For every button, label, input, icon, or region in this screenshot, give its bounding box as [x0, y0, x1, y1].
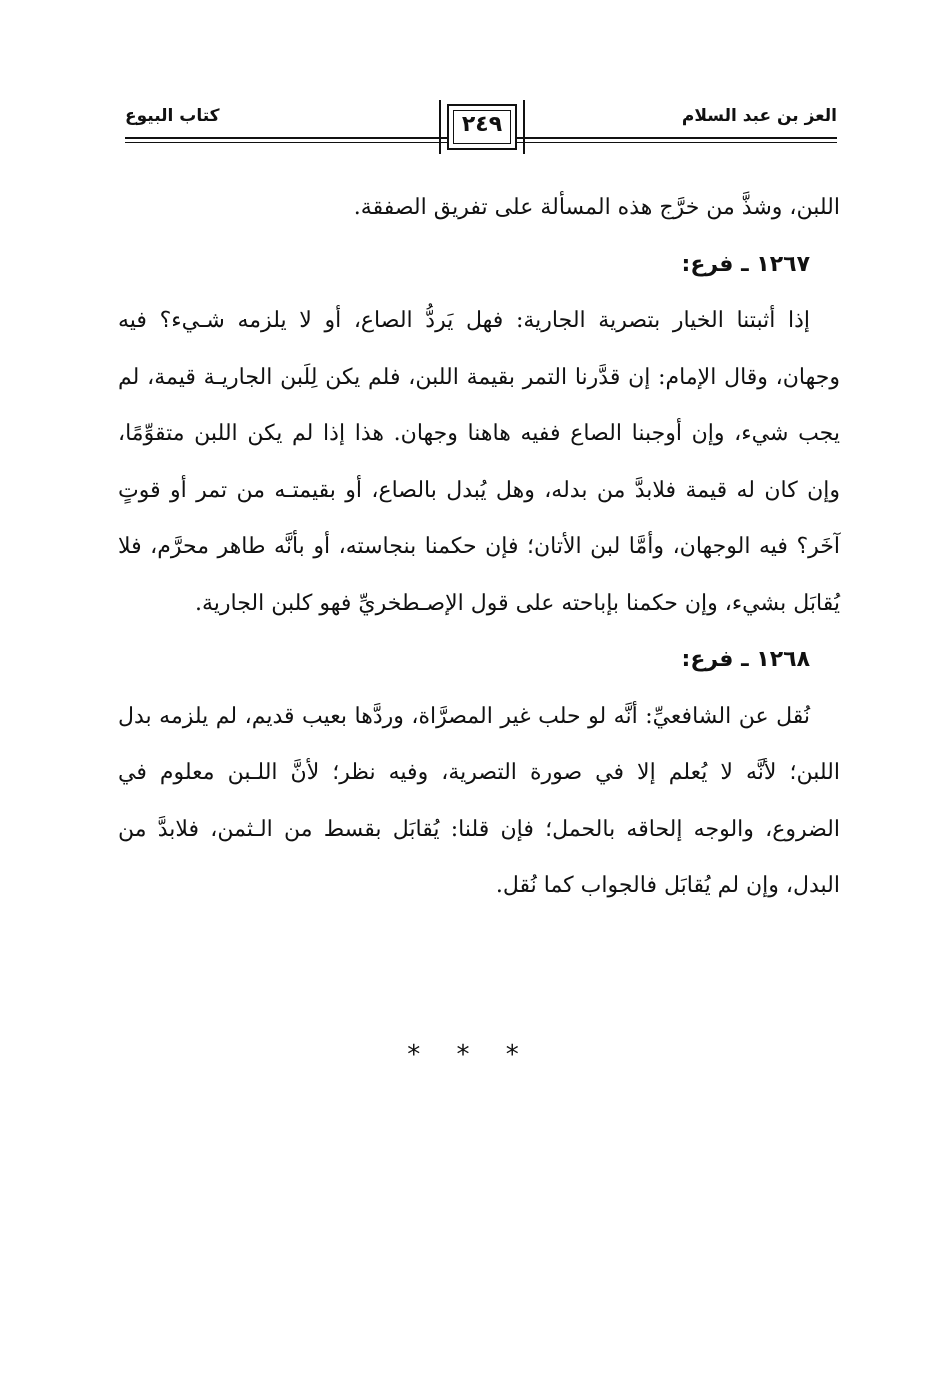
page-body	[118, 180, 840, 915]
section-heading-1267: ١٢٦٧ ـ فرع:	[681, 251, 810, 277]
page-number-frame	[447, 104, 517, 150]
paragraph-1267: إذا أثبتنا الخيار بتصرية الجارية: فهل يَردُّ الصاع، أو لا يلزمه شـيء؟ فيه وجهان، وقال الإمام: إن قدَّرنا التمر بقيمة اللبن، فلم يكن لِلَبن الجاريـة قيمة، لم يجب شيء، وإن أوجبنا الصاع ففيه هاهنا وجهان. هذا إذا لم يكن اللبن متقوِّمًا، وإن كان له قيمة فلابدَّ من بدله، وهل يُبدل بالصاع، أو بقيمتـه من تمر أو قوتٍ آخَر؟ فيه الوجهان، وأمَّا لبن الأتان؛ فإن حكمنا بنجاسته، أو بأنَّه طاهر محرَّم، فلا يُقابَل بشيء، وإن حكمنا بإباحته على قول الإصـطخريِّ فهو كلبن الجارية.	[118, 308, 840, 616]
section-separator: * * *	[407, 1040, 533, 1070]
page-number: ٢٤٩	[461, 112, 503, 137]
chapter-running-head: كتاب البيوع	[125, 106, 220, 126]
author-running-head: العز بن عبد السلام	[681, 106, 837, 126]
section-heading-1268: ١٢٦٨ ـ فرع:	[681, 647, 810, 672]
paragraph-continuation: اللبن، وشذَّ من خرَّج هذه المسألة على تفريق الصفقة.	[353, 195, 840, 220]
paragraph-1268: نُقل عن الشافعيِّ: أنَّه لو حلب غير المصرَّاة، وردَّها بعيب قديم، لم يلزمه بدل اللبن؛ لأنَّه لا يُعلم إلا في صورة التصرية، وفيه نظر؛ لأنَّ اللـبن معلوم في الضروع، والوجه إلحاقه بالحمل؛ فإن قلنا: يُقابَل بقسط من الـثمن، فلابدَّ من البدل، وإن لم يُقابَل فالجواب كما نُقل.	[118, 703, 840, 898]
page-header	[125, 92, 837, 162]
